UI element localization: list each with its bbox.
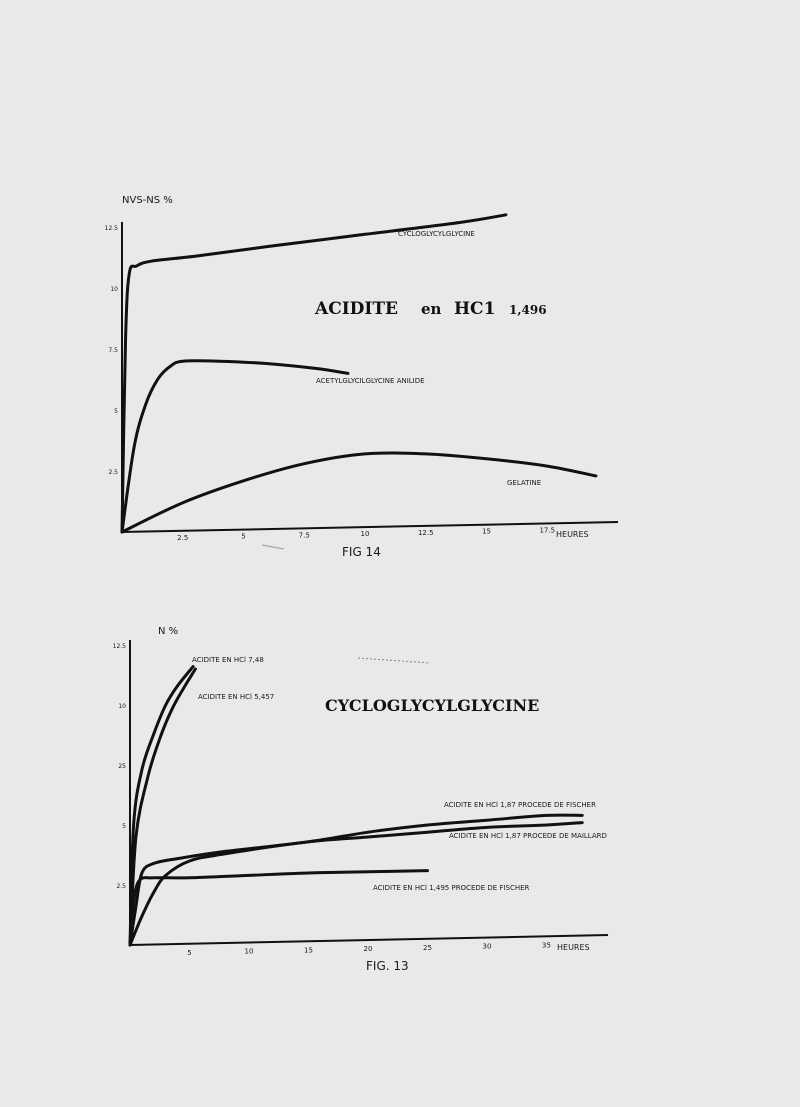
y-tick-label: 2.5 [108, 469, 118, 476]
x-tick-label: 2.5 [177, 533, 189, 542]
x-tick-label: 5 [241, 532, 246, 541]
series-line-1-4 [130, 871, 428, 945]
y-tick-label: 5 [122, 823, 126, 830]
x-tick-label: 30 [482, 942, 492, 951]
fig14-series-label-cyclo: CYCLOGLYCYLGLYCINE [398, 230, 475, 238]
fig14-series-label-gelatine: GELATINE [507, 479, 542, 487]
fig13-series-label-748: ACIDITE EN HCl 7,48 [192, 656, 264, 664]
fig13-x-label: HEURES [557, 943, 590, 952]
x-tick-label: 7.5 [298, 531, 310, 540]
fig13-figure-label: FIG. 13 [366, 959, 409, 973]
y-tick-label: 10 [118, 703, 126, 710]
fig14-title-hcl: HC1 [454, 299, 496, 319]
fig14-x-ticks [177, 526, 555, 541]
scan-mark [358, 658, 430, 663]
fig14-chart [105, 195, 618, 559]
fig14-y-ticks [105, 225, 119, 476]
x-tick-label: 25 [423, 943, 432, 952]
x-tick-label: 12.5 [417, 528, 434, 537]
fig14-title-en: en [421, 300, 442, 318]
fig13-title: CYCLOGLYCYLGLYCINE [325, 696, 540, 715]
y-tick-label: 10 [110, 286, 118, 293]
fig13-chart [113, 626, 608, 973]
y-tick-label: 7.5 [108, 347, 118, 354]
fig13-series-label-5457: ACIDITE EN HCl 5,457 [198, 693, 275, 701]
y-tick-label: 12.5 [112, 643, 126, 650]
fig13-series-label-187-fischer: ACIDITE EN HCl 1,87 PROCEDE DE FISCHER [444, 801, 596, 809]
fig13-y-ticks [113, 643, 127, 890]
x-tick-label: 15 [304, 946, 313, 955]
x-tick-label: 35 [542, 941, 551, 950]
fig13-series-label-1495-fischer: ACIDITE EN HCl 1,495 PROCEDE DE FISCHER [373, 884, 530, 892]
y-tick-label: 12.5 [104, 225, 118, 232]
x-tick-label: 5 [187, 948, 192, 957]
fig14-figure-label: FIG 14 [342, 545, 381, 559]
fig14-y-label: NVS-NS % [122, 195, 173, 206]
y-tick-label: 5 [114, 408, 118, 415]
y-tick-label: 25 [118, 763, 126, 770]
x-tick-label: 20 [363, 945, 373, 954]
scan-mark [262, 545, 284, 549]
fig14-x-label: HEURES [556, 530, 589, 539]
fig13-series-label-187-maillard: ACIDITE EN HCl 1,87 PROCEDE DE MAILLARD [449, 832, 607, 840]
series-line-0-1 [122, 361, 348, 532]
fig13-y-label: N % [158, 626, 179, 637]
x-tick-label: 17.5 [539, 526, 556, 535]
series-line-0-0 [122, 215, 506, 532]
x-tick-label: 10 [244, 947, 254, 956]
y-tick-label: 2.5 [116, 883, 126, 890]
x-tick-label: 15 [482, 527, 491, 536]
fig13-x-axis [130, 935, 608, 945]
fig14-title-acidite: ACIDITE [315, 299, 398, 319]
fig14-title-value: 1,496 [509, 303, 547, 317]
fig14-series-label-acetyl: ACETYLGLYCILGLYCINE ANILIDE [316, 377, 425, 385]
x-tick-label: 10 [360, 530, 370, 539]
